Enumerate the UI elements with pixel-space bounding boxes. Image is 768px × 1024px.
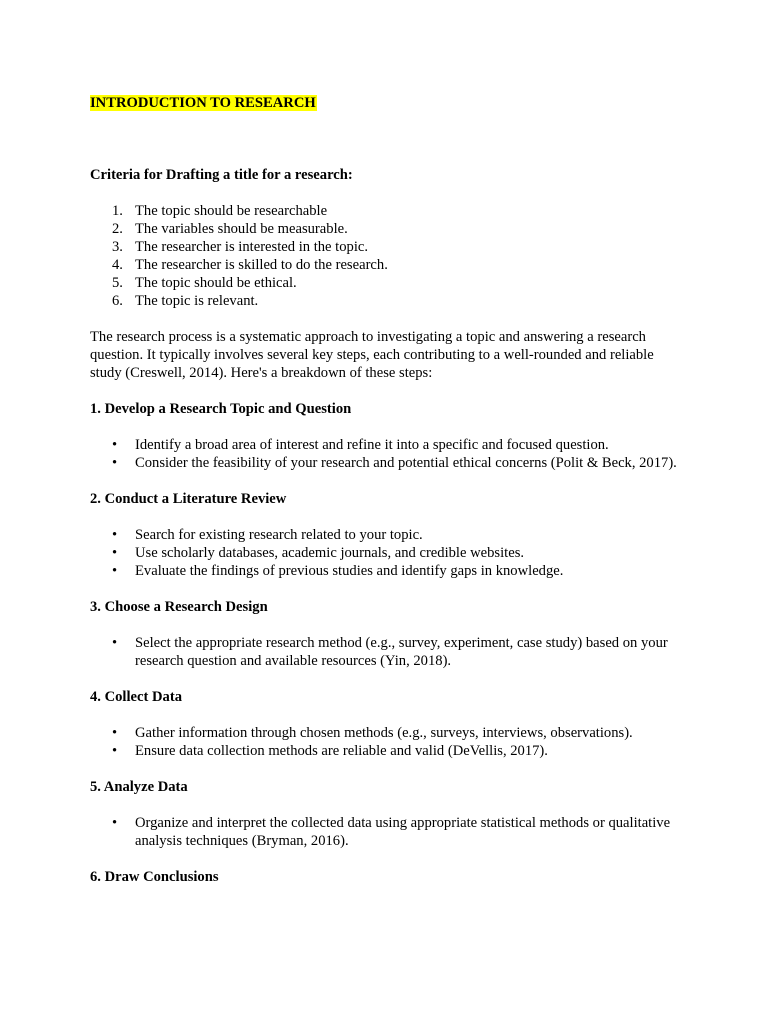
bullet-icon: • [112, 545, 118, 561]
bullet-item [90, 634, 680, 670]
bullet-text: Evaluate the findings of previous studies and identify gaps in knowledge. [135, 563, 564, 579]
criteria-item [90, 274, 680, 292]
bullet-text: Identify a broad area of interest and refine it into a specific and focused question. [135, 437, 609, 453]
bullet-item [90, 562, 680, 580]
section-heading: 4. Collect Data [90, 689, 182, 705]
criteria-text: The researcher is skilled to do the research. [135, 257, 388, 273]
bullet-text: Select the appropriate research method (e.g., survey, experiment, case study) based on your research question and available resources (Yin, 2018). [135, 635, 668, 669]
bullet-item [90, 436, 680, 454]
bullet-list [90, 724, 680, 760]
title-line [90, 94, 680, 112]
bullet-list [90, 526, 680, 580]
bullet-item [90, 544, 680, 562]
section-heading: 1. Develop a Research Topic and Question [90, 401, 352, 417]
criteria-text: The researcher is interested in the topic. [135, 239, 368, 255]
criteria-text: The variables should be measurable. [135, 221, 348, 237]
criteria-list [90, 202, 680, 310]
bullet-text: Ensure data collection methods are reliable and valid (DeVellis, 2017). [135, 743, 548, 759]
section-heading: 3. Choose a Research Design [90, 599, 268, 615]
criteria-item [90, 256, 680, 274]
document-title: INTRODUCTION TO RESEARCH [90, 95, 316, 111]
intro-paragraph: The research process is a systematic approach to investigating a topic and answering a research question. It typically involves several key steps, each contributing to a well-rounded and reliable study (Creswell, 2014). Here's a breakdown of these steps: [90, 329, 654, 381]
criteria-text: The topic should be researchable [135, 203, 328, 219]
bullet-list [90, 634, 680, 670]
bullet-text: Consider the feasibility of your research and potential ethical concerns (Polit & Beck, 2017). [135, 455, 677, 471]
document-page [90, 94, 680, 886]
section-heading: 6. Draw Conclusions [90, 869, 219, 885]
bullet-icon: • [112, 563, 118, 579]
bullet-item [90, 526, 680, 544]
bullet-text: Gather information through chosen methods (e.g., surveys, interviews, observations). [135, 725, 633, 741]
bullet-icon: • [112, 455, 118, 471]
bullet-text: Search for existing research related to your topic. [135, 527, 423, 543]
criteria-number: 6. [112, 293, 123, 309]
bullet-text: Use scholarly databases, academic journals, and credible websites. [135, 545, 525, 561]
bullet-item [90, 814, 680, 850]
criteria-number: 1. [112, 203, 123, 219]
bullet-list [90, 436, 680, 472]
section-heading: 2. Conduct a Literature Review [90, 491, 287, 507]
criteria-text: The topic is relevant. [135, 293, 259, 309]
criteria-number: 4. [112, 257, 123, 273]
bullet-item [90, 742, 680, 760]
bullet-icon: • [112, 527, 118, 543]
bullet-text: Organize and interpret the collected data using appropriate statistical methods or qualitative analysis techniques (Bryman, 2016). [135, 815, 671, 849]
criteria-number: 3. [112, 239, 123, 255]
criteria-item [90, 202, 680, 220]
criteria-item [90, 292, 680, 310]
bullet-item [90, 454, 680, 472]
bullet-item [90, 724, 680, 742]
criteria-number: 2. [112, 221, 123, 237]
bullet-icon: • [112, 743, 118, 759]
criteria-item [90, 220, 680, 238]
criteria-text: The topic should be ethical. [135, 275, 297, 291]
bullet-icon: • [112, 635, 118, 651]
bullet-icon: • [112, 815, 118, 831]
criteria-heading: Criteria for Drafting a title for a research: [90, 167, 353, 183]
criteria-number: 5. [112, 275, 123, 291]
bullet-icon: • [112, 725, 118, 741]
bullet-icon: • [112, 437, 118, 453]
bullet-list [90, 814, 680, 850]
section-heading: 5. Analyze Data [90, 779, 188, 795]
criteria-item [90, 238, 680, 256]
